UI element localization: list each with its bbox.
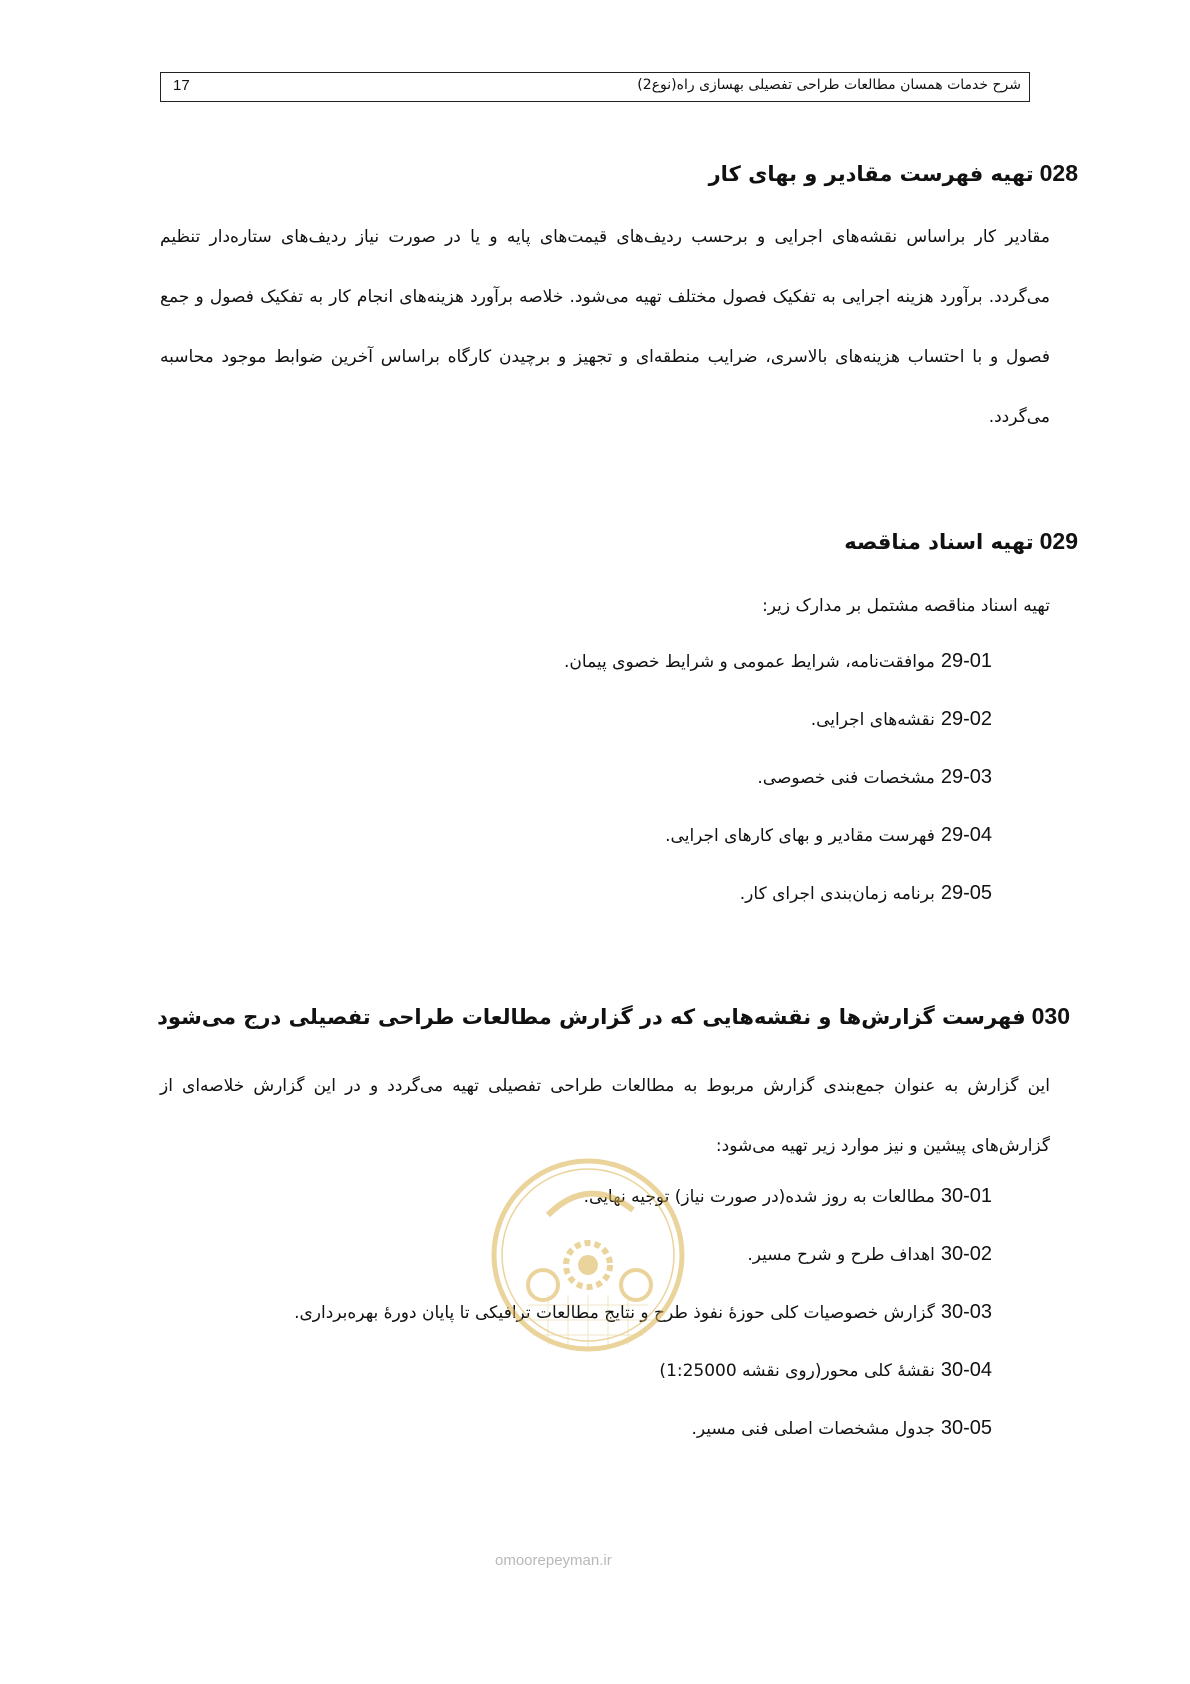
item-text: جدول مشخصات اصلی فنی مسیر. (691, 1419, 935, 1439)
section-title: تهیه فهرست مقادیر و بهای کار (708, 162, 1034, 186)
list-item (659, 1359, 992, 1382)
item-text: مطالعات به روز شده(در صورت نیاز) توجیه نهایی. (583, 1187, 935, 1207)
list-item (740, 882, 992, 905)
section-title: فهرست گزارش‌ها و نقشه‌هایی که در گزارش مطالعات طراحی تفصیلی درج می‌شود (157, 1005, 1026, 1029)
item-code: 30-02 (940, 1243, 992, 1265)
list-item (665, 824, 992, 847)
item-code: 29-04 (940, 824, 992, 846)
item-text: گزارش خصوصیات کلی حوزهٔ نفوذ طرح و نتایج مطالعات ترافیکی تا پایان دورهٔ بهره‌برداری. (294, 1303, 935, 1323)
item-text: اهداف طرح و شرح مسیر. (747, 1245, 935, 1265)
item-code: 29-02 (940, 708, 992, 730)
item-code: 30-01 (940, 1185, 992, 1207)
item-code: 30-05 (940, 1417, 992, 1439)
item-code: 29-01 (940, 650, 992, 672)
section-030-heading (157, 1003, 1070, 1030)
page-header (160, 72, 1030, 102)
section-number: 030 (1031, 1003, 1070, 1029)
item-code: 30-04 (940, 1359, 992, 1381)
list-item (691, 1417, 992, 1440)
list-item (811, 708, 992, 731)
item-code: 30-03 (940, 1301, 992, 1323)
item-text: نقشهٔ کلی محور(روی نقشه 1:25000) (659, 1361, 935, 1381)
item-text: مشخصات فنی خصوصی. (757, 768, 935, 788)
list-item (747, 1243, 992, 1266)
list-item (757, 766, 992, 789)
watermark-logo (488, 1155, 688, 1355)
section-number: 028 (1039, 160, 1078, 186)
section-028-paragraph: مقادیر کار براساس نقشه‌های اجرایی و برحسب ردیف‌های قیمت‌های پایه و یا در صورت نیاز ردیف‌های ستاره‌دار تنظیم می‌گردد. برآورد هزینه اجرایی به تفکیک فصول مختلف تهیه می‌شود. خلاصه برآورد هزینه‌های انجام کار به تفکیک فصول و جمع فصول و با احتساب هزینه‌های بالاسری، ضرایب منطقه‌ای و تجهیز و برچیدن کارگاه براساس آخرین ضوابط موجود محاسبه می‌گردد. (160, 227, 1050, 427)
section-028-heading (709, 160, 1078, 187)
item-text: نقشه‌های اجرایی. (810, 710, 935, 730)
section-029-intro: تهیه اسناد مناقصه مشتمل بر مدارک زیر: (762, 596, 1050, 616)
watermark-url: omoorepeyman.ir (495, 1552, 612, 1569)
header-title: شرح خدمات همسان مطالعات طراحی تفصیلی بهسازی راه(نوع2) (637, 77, 1021, 93)
item-text: فهرست مقادیر و بهای کارهای اجرایی. (665, 826, 935, 846)
section-title: تهیه اسناد مناقصه (844, 530, 1034, 554)
item-text: موافقت‌نامه، شرایط عمومی و شرایط خصوی پیمان. (564, 652, 935, 672)
section-number: 029 (1039, 528, 1078, 554)
list-item (564, 650, 992, 673)
item-text: برنامه زمان‌بندی اجرای کار. (739, 884, 935, 904)
page-number: 17 (173, 77, 190, 94)
item-code: 29-05 (940, 882, 992, 904)
item-code: 29-03 (940, 766, 992, 788)
section-029-heading (844, 528, 1078, 555)
section-030-paragraph: این گزارش به عنوان جمع‌بندی گزارش مربوط به مطالعات طراحی تفصیلی تهیه می‌گردد و در این گزارش خلاصه‌ای از گزارش‌های پیشین و نیز موارد زیر تهیه می‌شود: (160, 1076, 1050, 1156)
